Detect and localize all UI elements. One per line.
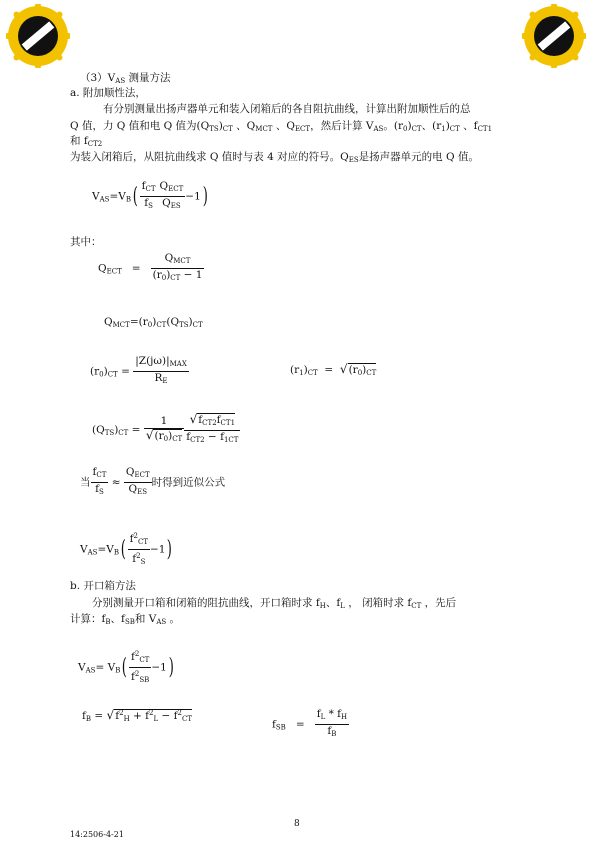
section-a-title: a. 附加顺性法， [70,87,146,99]
equation-r1ct: $(r_1)_{CT} = √(r_0)_{CT}$ [290,362,377,377]
pdf-xchange-badge-left-icon[interactable] [6,4,70,68]
equation-vas-vented: $V_{AS}= V_B$( $\frac{f^2_{CT}}{f^2_{SB}}$ −1) [78,650,174,684]
equation-vas-approx: $V_{AS}=V_B$( $\frac{f^2_{CT}}{f^2_S}$ −1) [80,532,173,566]
paragraph-2-line-2: 计算：$f_B$、$f_{SB}$和 $V_{AS}$ 。 [70,613,181,626]
equation-qmct: $Q_{MCT}=(r_0)_{CT}(Q_{TS})_{CT}$ [104,316,203,329]
paragraph-2-line-1: 分别测量开口箱和闭箱的阻抗曲线，开口箱时求 $f_H$、$f_L$ ， 闭箱时求 $f_{CT}$ ，先后 [92,597,457,610]
equation-qect: $Q_{ECT}$ = $\frac{Q_{MCT}}{(r_0)_{CT} - 1}$ [98,252,203,282]
footer-code: 14:2506-4-21 [70,830,124,839]
section-heading: $(3)V_{AS}$ 测量方法 [80,72,171,85]
pdf-xchange-badge-right-icon[interactable] [522,4,586,68]
equation-r0ct: $(r_0)_{CT}$ = $\frac{|Z(j\omega)|_{MAX}}{R_E}$ [90,355,187,385]
equation-vas-added-compliance: $V_{AS}=V_B$( $\frac{f_{CT}}{f_S}$ $\frac{Q_{ECT}}{Q_{ES}}$ −1) [92,180,208,210]
equation-fsb: $f_{SB}$ = $\frac{f_L * f_H}{f_B}$ [272,708,348,738]
paragraph-1-line-1: 有分别测量出扬声器单元和装入闭箱后的各自阻抗曲线，计算出附加顺性后的总 [103,103,471,115]
paragraph-1-line-3: 和 $f_{CT2}$ [70,135,103,148]
paragraph-1-line-4: 为装入闭箱后，从阻抗曲线求 Q 值时与表 4 对应的符号。$Q_{ES}$是扬声器单元的电 Q 值。 [70,151,479,164]
equation-fb: $f_B = √f^2_H + f^2_L - f^2_{CT}$ [82,708,193,723]
where-label: 其中： [70,236,102,248]
page-number: 8 [294,819,300,829]
section-b-title: b. 开口箱方法 [70,580,136,592]
equation-approx-condition: 当 $\frac{f_{CT}}{f_S}$ ≈ $\frac{Q_{ECT}}{Q_{ES}}$ 时得到近似公式 [80,466,226,496]
equation-qtsct: $(Q_{TS})_{CT}$ = $\frac{1}{√(r_0)_{CT}}$ $\frac{√f_{CT2}f_{CT1}}{f_{CT2} - f_{1CT}}$ [92,412,239,444]
paragraph-1-line-2: Q 值，力 Q 值和电 Q 值为$(Q_{TS})_{CT}$ 、$Q_{MCT}$ 、$Q_{ECT}$，然后计算 $V_{AS}$。$(r_0)_{CT}$、$(r_1)_{CT}$ 、$f_{CT1}$ [70,120,493,133]
